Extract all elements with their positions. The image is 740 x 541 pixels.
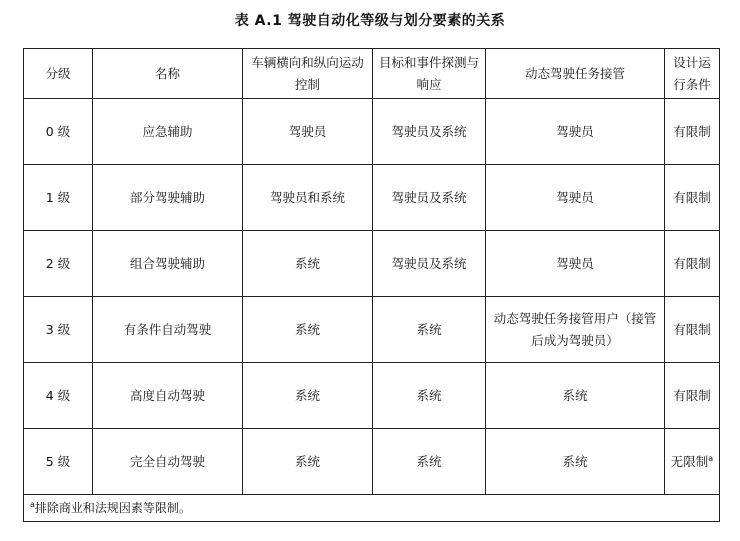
cell-takeover: 系统 [486, 429, 665, 495]
odd-text: 有限制 [673, 387, 711, 403]
header-odd: 设计运行条件 [665, 49, 720, 99]
automation-levels-table [23, 48, 720, 522]
cell-level: 1 级 [24, 165, 93, 231]
cell-name: 组合驾驶辅助 [93, 231, 243, 297]
cell-detection: 驾驶员及系统 [373, 99, 486, 165]
cell-odd [665, 363, 720, 429]
table-row [24, 99, 720, 165]
table-row [24, 297, 720, 363]
header-control: 车辆横向和纵向运动控制 [243, 49, 373, 99]
odd-footnote-mark: a [708, 453, 714, 463]
cell-name: 完全自动驾驶 [93, 429, 243, 495]
cell-detection: 驾驶员及系统 [373, 165, 486, 231]
header-detection: 目标和事件探测与响应 [373, 49, 486, 99]
odd-text: 有限制 [673, 255, 711, 271]
header-name: 名称 [93, 49, 243, 99]
cell-takeover: 驾驶员 [486, 99, 665, 165]
cell-control: 系统 [243, 429, 373, 495]
odd-text: 有限制 [673, 189, 711, 205]
cell-level: 5 级 [24, 429, 93, 495]
cell-odd [665, 99, 720, 165]
cell-control: 系统 [243, 297, 373, 363]
table-row [24, 363, 720, 429]
table-title: 表 A.1 驾驶自动化等级与划分要素的关系 [234, 13, 506, 29]
footnote [24, 495, 720, 522]
cell-takeover: 动态驾驶任务接管用户（接管后成为驾驶员） [486, 297, 665, 363]
cell-takeover: 系统 [486, 363, 665, 429]
header-level: 分级 [24, 49, 93, 99]
cell-name: 应急辅助 [93, 99, 243, 165]
cell-level: 4 级 [24, 363, 93, 429]
cell-detection: 驾驶员及系统 [373, 231, 486, 297]
odd-text: 有限制 [673, 123, 711, 139]
cell-odd [665, 231, 720, 297]
cell-level: 0 级 [24, 99, 93, 165]
cell-control: 系统 [243, 231, 373, 297]
odd-text: 无限制 [670, 453, 709, 469]
table-row [24, 231, 720, 297]
cell-level: 2 级 [24, 231, 93, 297]
cell-control: 驾驶员和系统 [243, 165, 373, 231]
footnote-text: 排除商业和法规因素等限制。 [34, 501, 191, 515]
cell-name: 高度自动驾驶 [93, 363, 243, 429]
footnote-row [24, 495, 720, 522]
cell-detection: 系统 [373, 429, 486, 495]
header-takeover: 动态驾驶任务接管 [486, 49, 665, 99]
cell-detection: 系统 [373, 363, 486, 429]
cell-control: 系统 [243, 363, 373, 429]
cell-odd [665, 429, 720, 495]
cell-takeover: 驾驶员 [486, 231, 665, 297]
cell-control: 驾驶员 [243, 99, 373, 165]
header-row [24, 49, 720, 99]
cell-odd [665, 297, 720, 363]
cell-level: 3 级 [24, 297, 93, 363]
cell-name: 部分驾驶辅助 [93, 165, 243, 231]
table-row [24, 165, 720, 231]
footnote-mark: a [30, 500, 35, 509]
cell-odd [665, 165, 720, 231]
odd-text: 有限制 [673, 321, 711, 337]
cell-takeover: 驾驶员 [486, 165, 665, 231]
cell-detection: 系统 [373, 297, 486, 363]
table-row [24, 429, 720, 495]
cell-name: 有条件自动驾驶 [93, 297, 243, 363]
